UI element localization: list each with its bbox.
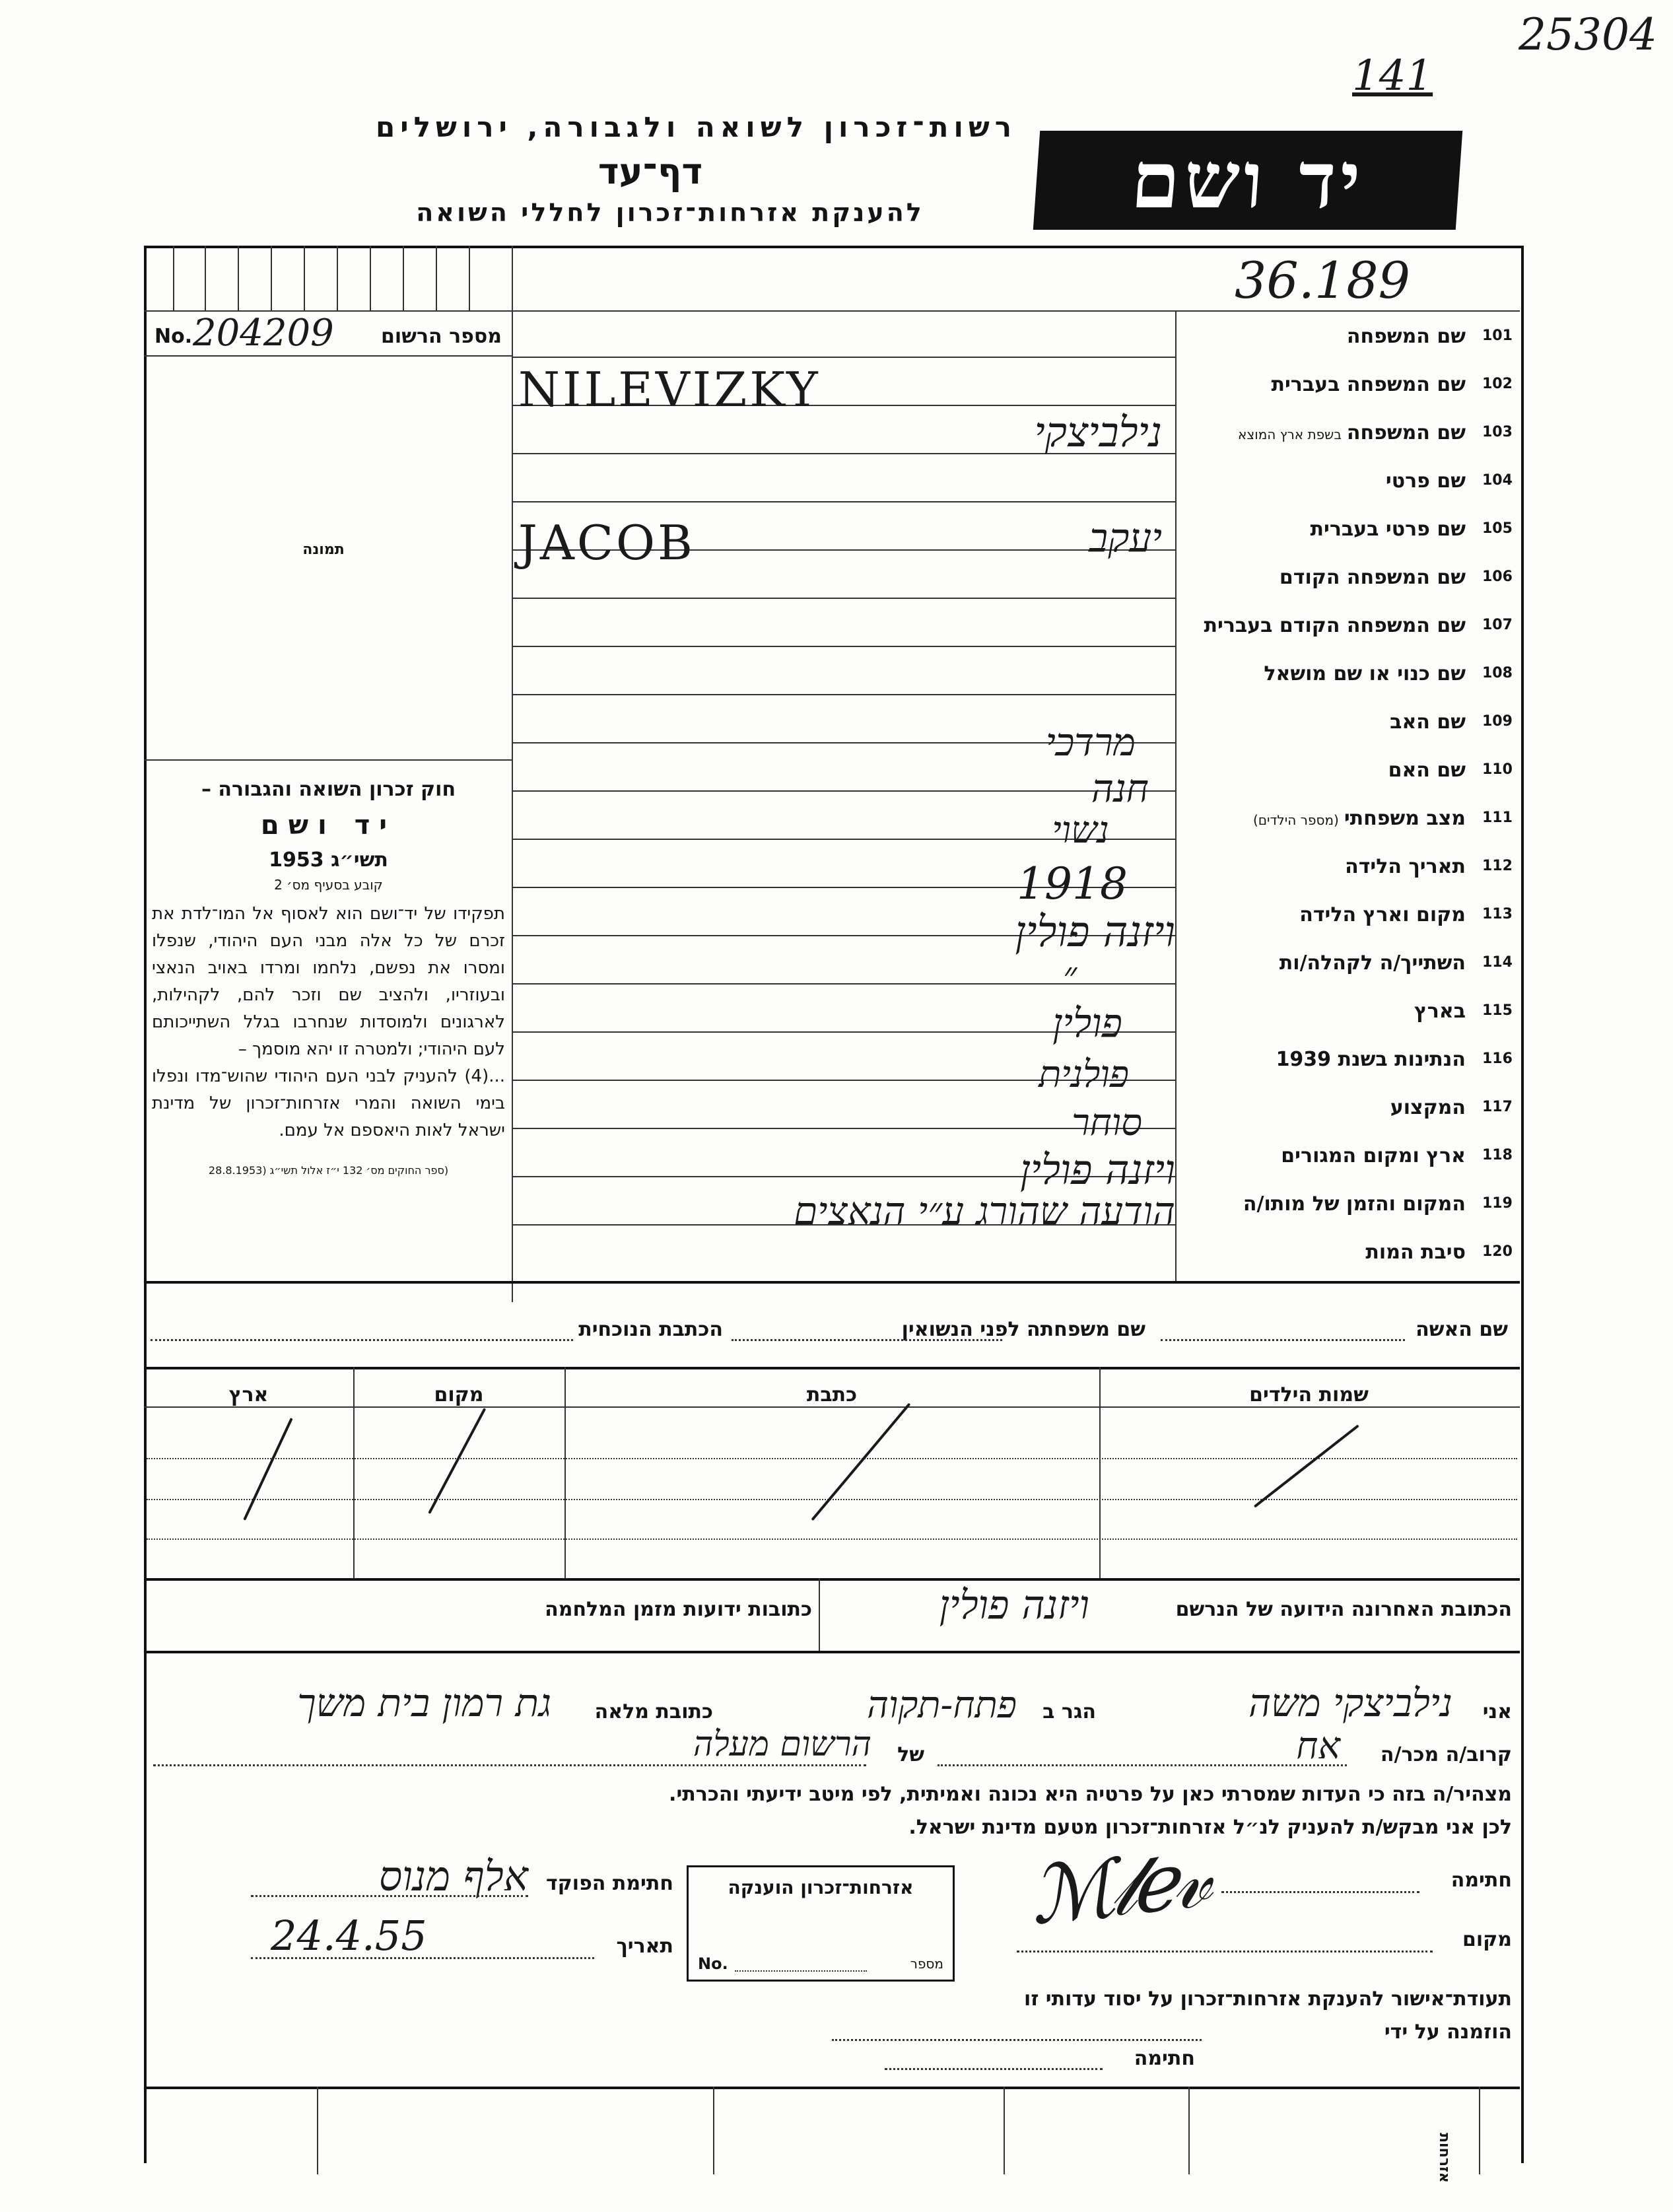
law-body: תפקידו של יד־ושם הוא לאסוף אל המו־לדת את זכרם של כל אלה מבני העם היהודי, שנפלו ומסרו את נפשם, נלחמו ומרדו באויב הנאצי ובעוזריו, ולהציב שם וזכר להם, לקהילות, לארגונים ולמוסדות שנחרבו בגלל השתייכותם לעם היהודי; ולמטרה זו יהא מוסמך – [152, 904, 505, 1059]
resides-value: פתח-תקוה [867, 1684, 1017, 1727]
signature-label: חתימה [1451, 1869, 1512, 1892]
law-body-quote: ...(4) להעניק לבני העם היהודי שהוש־מדו ונפלו בימי השואה והמרי אזרחות־זכרון של מדינת ישראל לאות היאספם אל עמם. [152, 1066, 505, 1140]
citizenship-box-no: No. [698, 1954, 728, 1973]
field-label-text: מצב משפחתי [1344, 807, 1466, 830]
value-father-name: מרדכי [1045, 720, 1136, 765]
law-year: תשי״ג 1953 [269, 848, 388, 872]
header-place: מקום [434, 1383, 484, 1406]
field-label-text: השתייך/ה לקהלה/ות [1279, 951, 1466, 975]
field-row-117 [1182, 1082, 1519, 1130]
field-label-text: שם המשפחה הקודם [1279, 566, 1466, 589]
declaration-line-2: לכן אני מבקש/ת להעניק לנ״ל אזרחות־זכרון מטעם מדינת ישראל. [908, 1816, 1512, 1839]
field-number-118: 118 [1482, 1147, 1513, 1163]
field-row-105 [1182, 503, 1519, 551]
field-label-text: שם המשפחה [1346, 325, 1466, 348]
declaration-ani-label: אני [1482, 1700, 1512, 1723]
full-address-value: גת רמון בית משך [297, 1680, 551, 1725]
field-row-106 [1182, 551, 1519, 600]
field-label-112 [1182, 855, 1466, 878]
declarant-signature: ℳ𝓁ℯ𝓋 [1025, 1833, 1210, 1943]
header-country: ארץ [228, 1383, 269, 1406]
header-children-names: שמות הילדים [1249, 1383, 1369, 1406]
bottom-signature-label: חתימה [1134, 2047, 1195, 2070]
field-number-111: 111 [1482, 810, 1513, 826]
value-mother-name: חנה [1091, 766, 1149, 811]
field-label-120 [1182, 1241, 1466, 1264]
institution-name: רשות־זכרון לשואה ולגבורה, ירושלים [375, 111, 1017, 143]
law-title: חוק זכרון השואה והגבורה – [201, 778, 456, 801]
form-subtitle: להענקת אזרחות־זכרון לחללי השואה [416, 198, 924, 227]
date-label: תאריך [616, 1935, 673, 1958]
relative-label: קרוב/ה מכר/ה [1380, 1743, 1512, 1766]
field-label-117 [1182, 1096, 1466, 1119]
field-label-114 [1182, 951, 1466, 975]
full-address-label: כתובת מלאה [594, 1700, 713, 1723]
field-label-text: המקצוע [1390, 1096, 1466, 1119]
field-label-107 [1182, 614, 1466, 637]
maiden-name-label: שם משפחתה לפני הנשואין [901, 1318, 1145, 1341]
field-number-103: 103 [1482, 424, 1513, 440]
field-label-116 [1182, 1048, 1466, 1071]
field-row-103 [1182, 407, 1519, 455]
field-number-107: 107 [1482, 617, 1513, 633]
field-label-text: ארץ ומקום המגורים [1281, 1144, 1466, 1167]
field-label-108 [1182, 662, 1466, 685]
field-label-111 [1182, 807, 1466, 830]
law-box [152, 778, 505, 1177]
declaration-line-1: מצהיר/ה בזה כי העדות שמסרתי כאן על פרטיה היא נכונה ואמיתית, לפי מיטב ידיעתי והכרתי. [669, 1783, 1512, 1806]
page-number: 141 [1352, 52, 1433, 100]
value-family-name-latin: NILEVIZKY [518, 362, 821, 417]
value-community: ״ [1063, 954, 1077, 997]
value-family-name-hebrew: נילביצקי [1034, 408, 1162, 456]
field-label-102 [1182, 373, 1466, 396]
field-label-113 [1182, 903, 1466, 926]
field-label-106 [1182, 566, 1466, 589]
field-number-109: 109 [1482, 713, 1513, 730]
registration-number-row [147, 312, 510, 355]
field-label-text: שם פרטי [1385, 469, 1466, 493]
field-label-text: שם האב [1390, 710, 1466, 734]
field-label-small: (מספר הילדים) [1252, 812, 1339, 828]
field-label-text: בארץ [1414, 1000, 1466, 1023]
citizenship-box-number-label: מספר [910, 1956, 943, 1972]
field-number-113: 113 [1482, 906, 1513, 922]
value-birth-place: ויזנה פולין [1015, 908, 1175, 957]
form-title: דף־עד [598, 151, 703, 192]
field-row-107 [1182, 600, 1519, 648]
field-number-105: 105 [1482, 520, 1513, 537]
resides-label: הגר ב [1042, 1700, 1096, 1723]
field-row-109 [1182, 696, 1519, 744]
field-number-102: 102 [1482, 376, 1513, 392]
current-address-label: הכתבת הנוכחית [578, 1318, 723, 1341]
field-label-109 [1182, 710, 1466, 734]
date-value: 24.4.55 [271, 1912, 427, 1960]
citizenship-granted-box [687, 1865, 955, 1982]
field-row-112 [1182, 841, 1519, 889]
wartime-address-label: כתובות ידועות מזמן המלחמה [545, 1598, 812, 1621]
field-row-110 [1182, 744, 1519, 792]
field-row-115 [1182, 985, 1519, 1033]
last-address-label: הכתובת האחרונה הידועה של הנרשם [1175, 1598, 1512, 1621]
field-number-106: 106 [1482, 569, 1513, 585]
last-address-value: ויזנה פולין [939, 1582, 1089, 1628]
field-label-115 [1182, 1000, 1466, 1023]
value-marital-status: נשוי [1052, 809, 1109, 852]
value-death-place: הודעה שהורג ע״י הנאצים [794, 1189, 1175, 1233]
field-label-105 [1182, 518, 1466, 541]
field-row-120 [1182, 1226, 1519, 1274]
field-number-101: 101 [1482, 328, 1513, 344]
value-residence: ויזנה פולין [1019, 1146, 1175, 1194]
officer-signature-label: חתימת הפוקד [546, 1872, 673, 1895]
value-nationality-1939: פולנית [1039, 1053, 1129, 1096]
field-row-113 [1182, 889, 1519, 937]
registration-number-label: מספר הרשום [381, 325, 502, 348]
field-label-text: תאריך הלידה [1345, 855, 1466, 878]
field-row-118 [1182, 1130, 1519, 1178]
field-number-115: 115 [1482, 1002, 1513, 1019]
field-label-small: בשפת ארץ המוצא [1238, 427, 1342, 442]
field-number-119: 119 [1482, 1195, 1513, 1212]
field-label-text: שם המשפחה [1346, 421, 1466, 444]
wife-row [151, 1314, 1512, 1347]
registration-no-label: No. [154, 325, 193, 348]
yad-vashem-logo [1033, 131, 1462, 230]
photo-label: תמונה [302, 541, 345, 558]
field-label-101 [1182, 325, 1466, 348]
value-birth-date: 1918 [1017, 858, 1128, 909]
field-number-110: 110 [1482, 761, 1513, 778]
field-row-111 [1182, 792, 1519, 841]
value-first-name-latin: JACOB [518, 515, 695, 570]
field-number-104: 104 [1482, 472, 1513, 489]
field-number-120: 120 [1482, 1243, 1513, 1260]
field-label-text: הנתינות בשנת 1939 [1276, 1048, 1466, 1071]
header-address: כתבת [806, 1383, 858, 1406]
of-value: הרשום מעלה [693, 1725, 871, 1764]
value-first-name-hebrew: יעקב [1089, 515, 1162, 561]
field-number-117: 117 [1482, 1099, 1513, 1115]
field-row-102 [1182, 359, 1519, 407]
relative-value: אח [1296, 1725, 1340, 1768]
field-number-108: 108 [1482, 665, 1513, 681]
field-label-text: שם כנוי או שם מושאל [1264, 662, 1466, 685]
place-label: מקום [1462, 1928, 1512, 1951]
field-number-114: 114 [1482, 954, 1513, 971]
archive-number: 25304 [1519, 9, 1657, 60]
law-clause: קובע בסעיף מס׳ 2 [274, 877, 383, 893]
registration-number-value: 204209 [193, 312, 334, 355]
field-number-116: 116 [1482, 1051, 1513, 1067]
field-number-112: 112 [1482, 858, 1513, 874]
field-label-104 [1182, 469, 1466, 493]
field-label-text: סיבת המות [1365, 1241, 1466, 1264]
field-label-text: שם המשפחה הקודם בעברית [1204, 614, 1466, 637]
field-row-116 [1182, 1033, 1519, 1082]
logo-text: יד ושם [1128, 134, 1367, 226]
certificate-line-2: הוזמנה על ידי [1384, 2021, 1512, 2044]
field-label-text: שם פרטי בעברית [1310, 518, 1466, 541]
wife-label: שם האשה [1416, 1318, 1508, 1341]
certificate-line-1: תעודת־אישור להענקת אזרחות־זכרון על יסוד עדותי זו [1024, 1987, 1512, 2011]
law-name: יד ושם [260, 810, 397, 841]
of-label: של [897, 1743, 924, 1766]
field-row-119 [1182, 1178, 1519, 1226]
field-label-text: שם המשפחה בעברית [1271, 373, 1466, 396]
declarant-name-value: נילביצקי משה [1248, 1680, 1452, 1725]
field-row-104 [1182, 455, 1519, 503]
law-footnote: (ספר החוקים מס׳ 132 י״ז אלול תשי״ג (28.8.1953 [208, 1164, 449, 1177]
field-label-119 [1182, 1192, 1466, 1216]
field-row-108 [1182, 648, 1519, 696]
field-label-110 [1182, 759, 1466, 782]
value-country: פולין [1052, 1000, 1122, 1047]
field-label-text: המקום והזמן של מותו/ה [1243, 1192, 1466, 1216]
officer-signature-value: אלף מנוס [378, 1852, 528, 1900]
citizenship-box-title: אזרחות־זכרון הוענקה [728, 1877, 914, 1898]
field-label-103 [1182, 421, 1466, 444]
field-row-114 [1182, 937, 1519, 985]
field-row-101 [1182, 310, 1519, 359]
field-label-text: מקום וארץ הלידה [1299, 903, 1466, 926]
side-stamp: אזרחות [1436, 2133, 1452, 2183]
field-label-118 [1182, 1144, 1466, 1167]
value-profession: סוחר [1072, 1101, 1142, 1144]
field-label-text: שם האם [1388, 759, 1466, 782]
handwritten-code: 36.189 [1235, 251, 1410, 310]
